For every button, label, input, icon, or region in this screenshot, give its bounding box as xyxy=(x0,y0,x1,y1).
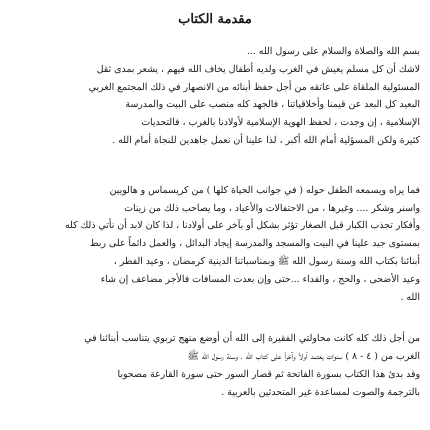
text-line: أبنائنا بكتاب الله وسنة رسول الله ﷺ وبمناسباتنا الدينية كرمضان ، وعيد الفطر ، xyxy=(113,255,420,267)
text-line: بسم الله والصلاة والسلام على رسول الله ... xyxy=(246,46,420,57)
paragraph-challenges xyxy=(10,182,420,307)
text-line: بمستوى جيد علينا في البيت والمسجد والمدرسة إيجاد البدائل ، والعمل دائماً على ربط xyxy=(89,238,420,250)
text-line: وعيد الأضحى ، والحج ، والفداء ...حتى وإن بعدت المسافات فالأجر مضاعف إن شاء xyxy=(100,273,420,285)
text-line: الغرب من ( ٤ - ٨ ) سنوات يعتمد أولاً وآخراً على كتاب الله ، وسنة رسول الله ﷺ xyxy=(187,351,420,363)
paragraph-intro xyxy=(10,43,420,150)
text-line: وقد بدئ هذا الكتاب بسورة الفاتحة ثم قصار السور حتى سورة القارعة مصحوبا xyxy=(117,368,420,380)
text-line: وأفكار تجذب الكبار قبل الصغار تؤثر بشكل أو بآخر على أولادنا ، لذا كان لابد أن نأتي ذلك كله xyxy=(64,220,420,232)
text-line: البعيد كل البعد عن قيمنا وأخلاقياتنا ، فالجهد كله منصب على البيت والمدرسة xyxy=(125,99,420,111)
paragraph-purpose xyxy=(10,330,420,401)
text-line: لاشك أن كل مسلم يعيش في الغرب ولديه أطفال يخاف الله فيهم ، يشعر بمدى ثقل xyxy=(96,63,420,75)
text-line: المسئولية الملقاة على عاتقه من أجل حفظ أبنائه من الانصهار في ذلك المجتمع الغربي xyxy=(88,81,420,93)
text-line: واسنر وشكر .... وغيرها ، من الاحتفالات والأعياد ، وما يصاحب ذلك من زينات xyxy=(124,202,420,214)
text-line: بالترجمة والصوت لمساعدة غير المتحدثين بالعربية . xyxy=(221,386,420,398)
text-line: من أجل ذلك كله كانت محاولتي الفقيرة إلى الله أن أوضع منهج تربوي يتناسب أبنائنا في xyxy=(84,333,420,345)
text-line: فما يراه ويسمعه الطفل حوله ( في جوانب الحياة كلها ) من كريسماس و هالويين xyxy=(109,184,420,196)
text-line: كثيرة ولكن المسؤلية أمام الله أكبر ، لذا علينا أن نعمل جاهدين للنجاة أمام الله . xyxy=(112,134,420,146)
text-line: الله . xyxy=(400,291,420,303)
text-line: الإسلامية ، إن وجدت ، لحفظ الهوية الإسلامية لأولادنا بالغرب ، فالتحديات xyxy=(141,117,420,129)
page-title: مقدمة الكتاب xyxy=(178,12,252,27)
